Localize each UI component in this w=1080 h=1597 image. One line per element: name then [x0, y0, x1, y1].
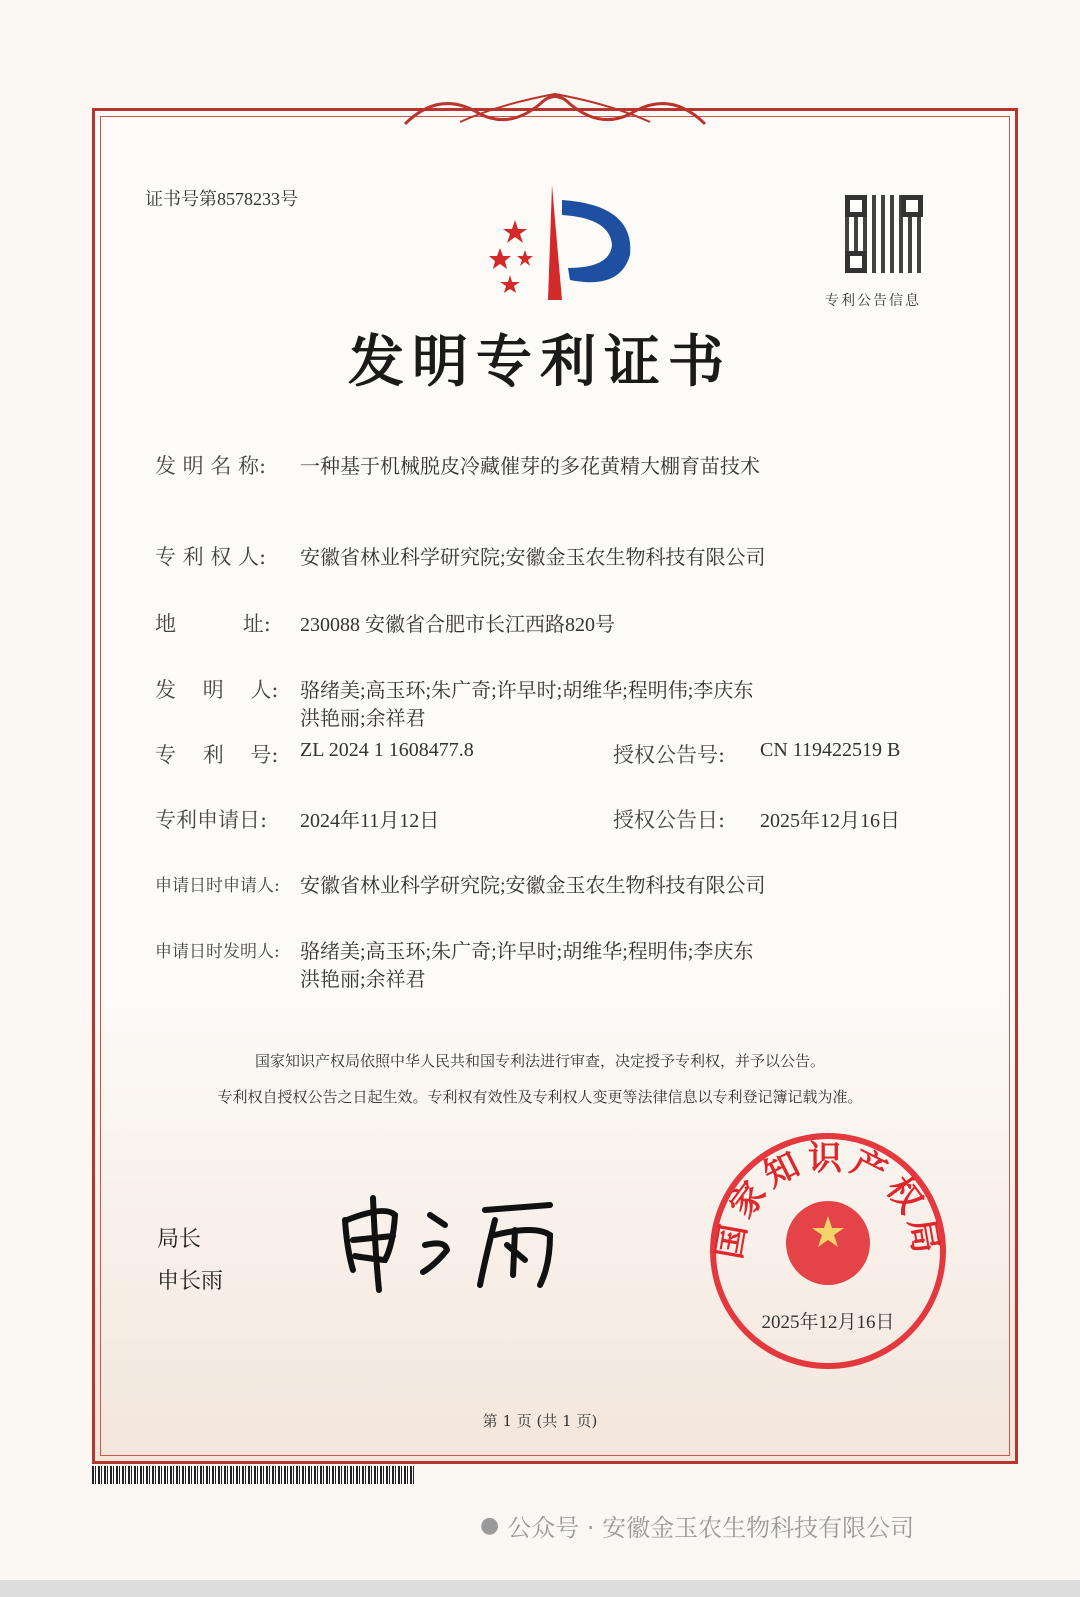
page-indicator: 第 1 页 (共 1 页): [482, 1412, 598, 1430]
seal-date: 2025年12月16日: [761, 1312, 895, 1333]
inventors-label: 发 明 人:: [155, 678, 279, 702]
inventor-at-filing-value-line2: 洪艳丽;余祥君: [300, 969, 426, 991]
watermark-footer: [480, 1508, 914, 1543]
filing-date-label: 专利申请日:: [155, 808, 268, 832]
bottom-bar: [0, 1580, 1080, 1597]
certificate-number: 证书号第8578233号: [145, 189, 298, 209]
wechat-icon: ●: [480, 1513, 500, 1538]
grant-pub-date-value: 2025年12月16日: [760, 810, 900, 832]
grant-pub-no-label: 授权公告号:: [613, 743, 726, 767]
barcode: [92, 1466, 414, 1484]
watermark-footer-text: 公众号 · 安徽金玉农生物科技有限公司: [507, 1514, 915, 1542]
inventors-value-line2: 洪艳丽;余祥君: [300, 708, 426, 730]
applicant-at-filing-label: 申请日时申请人:: [155, 876, 280, 896]
director-signature: [335, 1190, 575, 1295]
certificate-title: 发明专利证书: [348, 330, 732, 395]
inventors-value-line1: 骆绪美;高玉环;朱广奇;许早时;胡维华;程明伟;李庆东: [300, 680, 754, 702]
address-label: 地 址:: [155, 612, 271, 636]
director-name: 申长雨: [157, 1269, 224, 1294]
cnipa-logo-icon: [470, 180, 640, 305]
patentee-value: 安徽省林业科学研究院;安徽金玉农生物科技有限公司: [300, 547, 766, 569]
grant-pub-no-value: CN 119422519 B: [760, 739, 901, 761]
statement-line1: 国家知识产权局依照中华人民共和国专利法进行审查，决定授予专利权，并予以公告。: [254, 1052, 825, 1070]
seal-text: 国家知识产权局: [709, 1138, 947, 1262]
grant-pub-date-label: 授权公告日:: [613, 808, 726, 832]
applicant-at-filing-value: 安徽省林业科学研究院;安徽金玉农生物科技有限公司: [300, 875, 766, 897]
inventor-at-filing-value-line1: 骆绪美;高玉环;朱广奇;许早时;胡维华;程明伟;李庆东: [300, 941, 754, 963]
patent-no-value: ZL 2024 1 1608477.8: [300, 739, 474, 761]
invention-name-value: 一种基于机械脱皮冷藏催芽的多花黄精大棚育苗技术: [300, 456, 760, 478]
top-ornament-icon: [400, 84, 710, 134]
invention-name-label: 发 明 名 称:: [155, 454, 267, 478]
director-title: 局长: [157, 1227, 202, 1252]
qr-code[interactable]: [845, 195, 923, 273]
filing-date-value: 2024年11月12日: [300, 810, 440, 832]
patent-no-label: 专 利 号:: [155, 743, 279, 767]
inventor-at-filing-label: 申请日时发明人:: [155, 942, 280, 962]
patentee-label: 专 利 权 人:: [155, 545, 267, 569]
qr-label: 专利公告信息: [825, 293, 921, 309]
address-value: 230088 安徽省合肥市长江西路820号: [300, 614, 615, 636]
official-seal: [705, 1128, 951, 1374]
statement-line2: 专利权自授权公告之日起生效。专利权有效性及专利权人变更等法律信息以专利登记簿记载为准。: [217, 1088, 863, 1106]
